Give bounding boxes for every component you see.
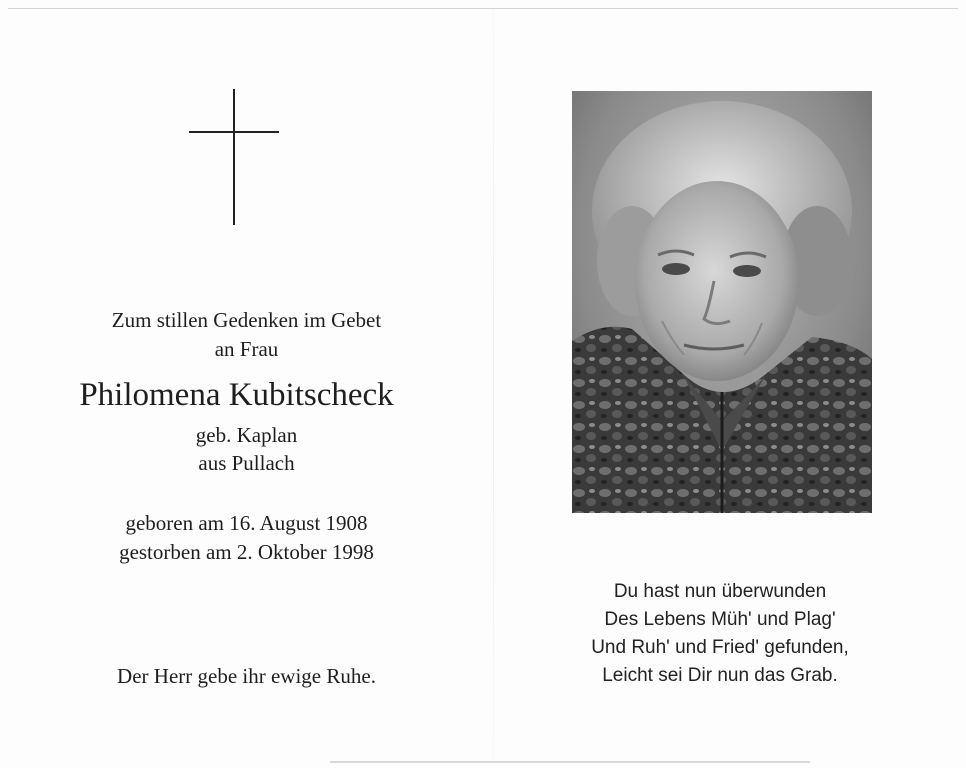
intro-line: Zum stillen Gedenken im Gebet xyxy=(111,308,382,332)
cross-icon xyxy=(189,89,279,225)
closing-prayer: Der Herr gebe ihr ewige Ruhe. xyxy=(117,664,376,688)
verse-line: Und Ruh' und Fried' gefunden, xyxy=(591,637,849,658)
portrait-photo xyxy=(572,91,872,513)
verse-line: Des Lebens Müh' und Plag' xyxy=(604,609,836,630)
birth-date: geboren am 16. August 1908 xyxy=(125,511,368,535)
verse-line: Leicht sei Dir nun das Grab. xyxy=(602,665,838,686)
verse-line: Du hast nun überwunden xyxy=(613,581,827,602)
origin: aus Pullach xyxy=(198,451,295,475)
death-date: gestorben am 2. Oktober 1998 xyxy=(119,540,374,564)
intro-line-salutation: an Frau xyxy=(214,337,279,361)
deceased-name: Philomena Kubitscheck xyxy=(79,377,394,413)
maiden-name: geb. Kaplan xyxy=(195,423,298,447)
